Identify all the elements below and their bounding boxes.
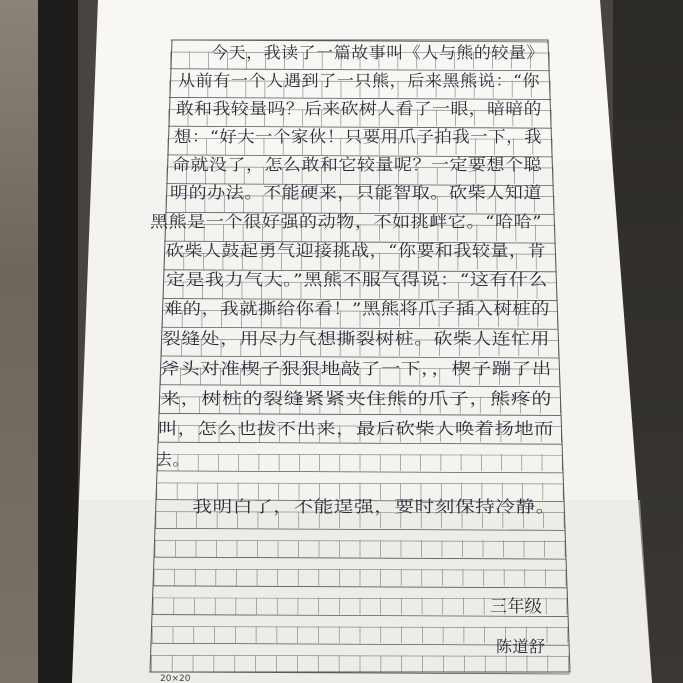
- essay-line: 斧头对准楔子狠狠地敲了一下，，楔子蹦了出: [160, 359, 552, 378]
- essay-line: 定是我力气大。”黑熊不服气得说：“这有什么: [166, 270, 548, 289]
- essay-line: 黑熊是一个很好强的动物，不如挑衅它。“哈哈”: [150, 212, 542, 231]
- essay-line: 难的，我就撕给你看！”黑熊将爪子插入树桩的: [164, 299, 550, 318]
- essay-line: 明的办法。不能硬来，只能智取。砍柴人知道: [170, 183, 542, 202]
- essay-line: 想：“好大一个家伙！只要用爪子拍我一下，我: [174, 127, 542, 146]
- essay-line: 裂缝处，用尽力气想撕裂树桩。砍柴人连忙用: [162, 329, 550, 348]
- essay-line: 敢和我较量吗？后来砍树人看了一眼，暗暗的: [176, 99, 542, 118]
- essay-line: 去。: [156, 450, 190, 469]
- essay-line: 砍柴人鼓起勇气迎接挑战，“你要和我较量，肯: [166, 241, 546, 260]
- essay-line: 命就没了，怎么敢和它较量呢？一定要想个聪: [172, 155, 543, 174]
- essay-line: 我明白了，不能逞强，要时刻保持冷静。: [152, 497, 556, 516]
- grade-label: 三年级: [490, 597, 543, 617]
- essay-line: 从前有一个人遇到了一只熊，后来黑熊说：“你: [178, 71, 541, 90]
- essay-line: 叫，怎么也拔不出来，最后砍柴人唤着扬地而: [158, 419, 554, 438]
- essay-line: 今天，我读了一篇故事叫《人与熊的较量》: [176, 43, 544, 62]
- essay-line: 来，树桩的裂缝紧紧夹住熊的爪子，熊疼的: [160, 389, 552, 408]
- paper-format-label: 20×20: [160, 674, 191, 683]
- author-name: 陈道舒: [496, 637, 546, 656]
